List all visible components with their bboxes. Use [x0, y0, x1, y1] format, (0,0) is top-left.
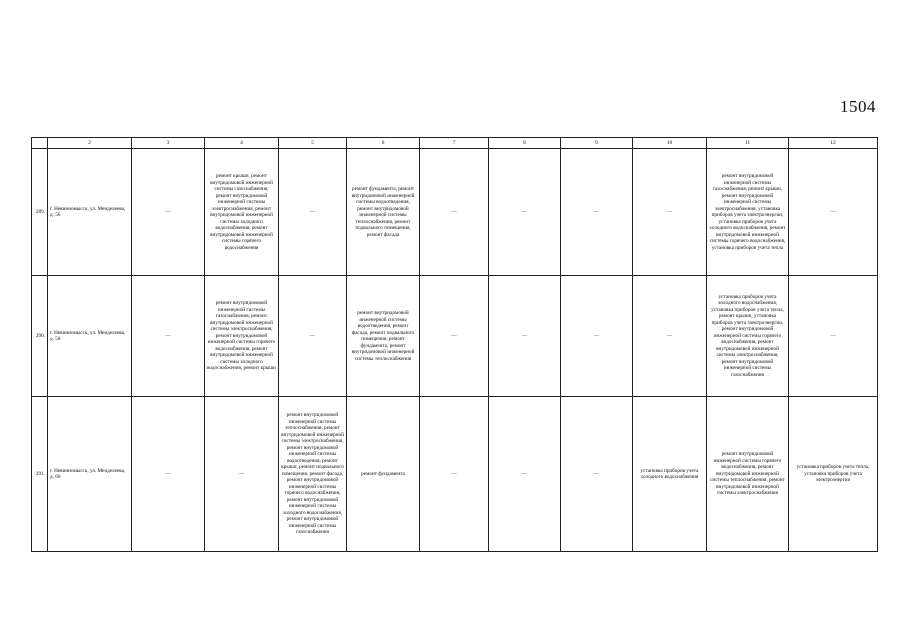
table-cell: ремонт внутридомовой инженерной системы теплоснабжения, ремонт внутридомовой инженерной системы электроснабжения, ремонт внутридомовой инженерной системы водоотведения, ремонт крыши, ремонт подвального помещения, ремонт фасада, ремонт внутридомовой инженерной системы горячего водоснабжения, ремонт внутридомовой инженерной системы холодного водоснабжения, ремонт внутридомовой инженерной системы газоснабжения — [279, 397, 347, 552]
table-cell: установка приборов учета холодного водоснабжения, установка приборов учета тепла, ремонт крыши, установка приборов учета электроэнергии, ремонт внутридомовой инженерной системы горячего водоснабжения, ремонт внутридомовой инженерной системы электроснабжения, ремонт внутридомовой инженерной системы газоснабжения — [707, 276, 789, 397]
row-number: 291. — [32, 397, 48, 552]
table-cell: ремонт внутридомовой инженерной системы газоснабжения, ремонт внутридомовой инженерной системы электроснабжения, ремонт внутридомовой инженерной системы горячего водоснабжения, ремонт внутридомовой инженерной системы холодного водоснабжения, ремонт крыши — [205, 276, 279, 397]
table-cell: — — [420, 397, 489, 552]
table-cell: — — [489, 149, 561, 276]
row-number: 289. — [32, 149, 48, 276]
table-cell: — — [489, 397, 561, 552]
address-cell: г. Невинномысск, ул. Менделеева, д. 56 — [48, 149, 132, 276]
table-cell: ремонт крыши, ремонт внутридомовой инженерной системы газоснабжения, ремонт внутридомовой инженерной системы электроснабжения, ремонт внутридомовой инженерной системы холодного водоснабжения, ремонт внутридомовой инженерной системы горячего водоснабжения — [205, 149, 279, 276]
column-header — [32, 138, 48, 149]
column-header: 7 — [420, 138, 489, 149]
column-header: 6 — [347, 138, 420, 149]
table-cell: — — [789, 149, 878, 276]
column-header: 9 — [561, 138, 633, 149]
table-cell: — — [279, 276, 347, 397]
table-cell: — — [420, 276, 489, 397]
table-cell: — — [132, 149, 205, 276]
table-cell: — — [561, 276, 633, 397]
column-header: 2 — [48, 138, 132, 149]
table-cell: — — [789, 276, 878, 397]
table-cell: — — [205, 397, 279, 552]
table-cell: — — [132, 276, 205, 397]
address-cell: г. Невинномысск, ул. Менделеева, д. 58 — [48, 276, 132, 397]
table-cell: ремонт внутридомовой инженерной системы водоотведения, ремонт фасада, ремонт подвального помещения, ремонт фундамента, ремонт внутридомовой инженерной системы теплоснабжения — [347, 276, 420, 397]
table-cell: — — [489, 276, 561, 397]
column-number-row — [32, 138, 878, 149]
table-cell: — — [279, 149, 347, 276]
table-cell: — — [633, 276, 707, 397]
column-header: 3 — [132, 138, 205, 149]
table-cell: установка приборов учета холодного водоснабжения — [633, 397, 707, 552]
table-cell: ремонт внутридомовой инженерной системы газоснабжения, ремонт крыши, ремонт внутридомовой инженерной системы электроснабжения, установка приборов учета электроэнергии, установка приборов учета холодного водоснабжения, ремонт внутридомовой инженерной системы горячего водоснабжения, установка приборов учета тепла — [707, 149, 789, 276]
table-row — [32, 397, 878, 552]
column-header: 8 — [489, 138, 561, 149]
table-cell: — — [561, 397, 633, 552]
table-cell: ремонт внутридомовой инженерной системы горячего водоснабжения, ремонт внутридомовой инженерной системы теплоснабжения, ремонт внутридомовой инженерной системы электроснабжения — [707, 397, 789, 552]
row-number: 290. — [32, 276, 48, 397]
table-cell: ремонт фундамента — [347, 397, 420, 552]
page-number: 1504 — [840, 97, 876, 116]
column-header: 11 — [707, 138, 789, 149]
column-header: 10 — [633, 138, 707, 149]
table-cell: установка приборов учета тепла, установка приборов учета электроэнергии — [789, 397, 878, 552]
table-cell: — — [561, 149, 633, 276]
table-row — [32, 149, 878, 276]
table-row — [32, 276, 878, 397]
table-cell: — — [633, 149, 707, 276]
repair-schedule-table — [31, 137, 878, 552]
table-cell: — — [132, 397, 205, 552]
column-header: 4 — [205, 138, 279, 149]
column-header: 5 — [279, 138, 347, 149]
table-cell: — — [420, 149, 489, 276]
address-cell: г. Невинномысск, ул. Менделеева, д. 60 — [48, 397, 132, 552]
table-cell: ремонт фундамента, ремонт внутридомовой инженерной системы водоотведения, ремонт внутридомовой инженерной системы теплоснабжения, ремонт подвального помещения, ремонт фасада — [347, 149, 420, 276]
column-header: 12 — [789, 138, 878, 149]
